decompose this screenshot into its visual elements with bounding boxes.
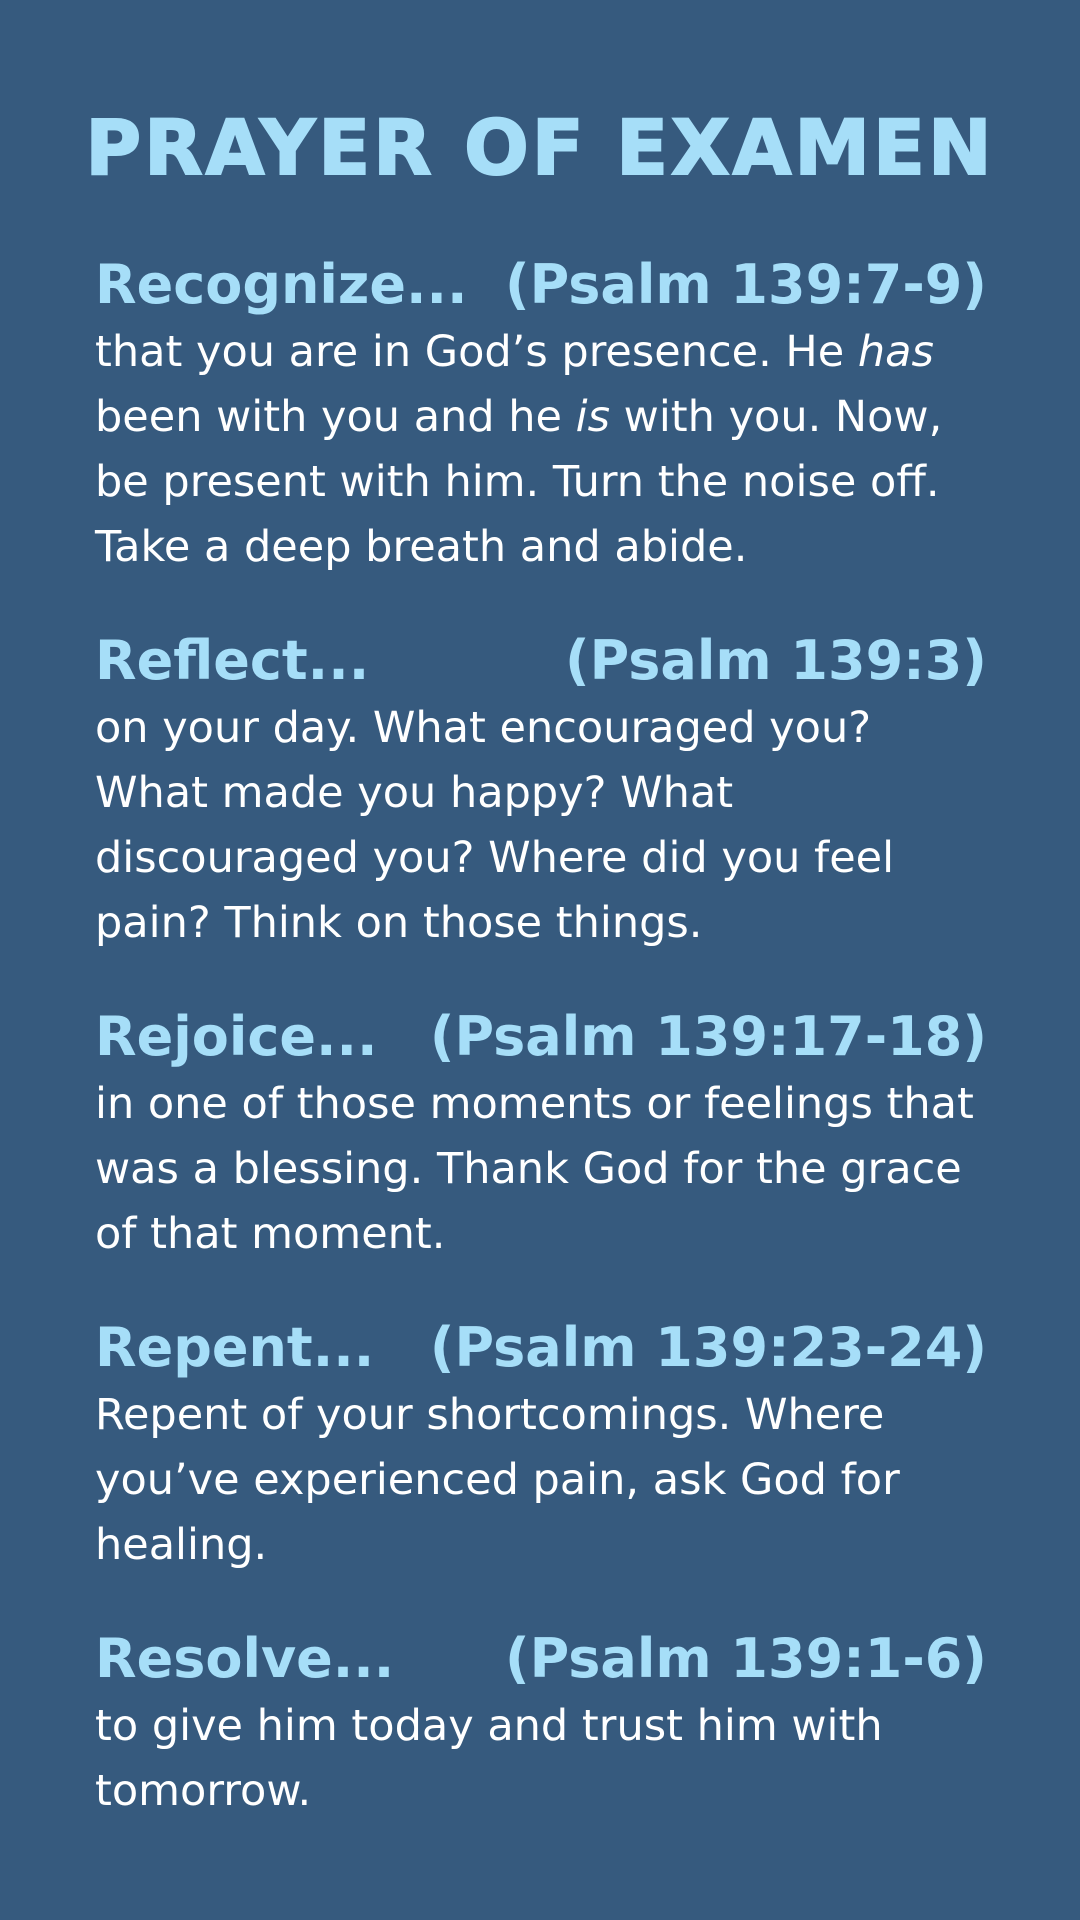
section-heading <box>95 1002 987 1072</box>
body-line: was a blessing. Thank God for the grace <box>95 1144 962 1194</box>
body-line: in one of those moments or feelings that <box>95 1079 974 1129</box>
section-heading-word: Resolve... <box>95 1627 395 1690</box>
emphasis-text: is <box>575 392 611 442</box>
body-line: you’ve experienced pain, ask God for <box>95 1455 900 1505</box>
section-repent <box>95 1313 987 1578</box>
section-heading <box>95 1624 987 1694</box>
body-line: that you are in God’s presence. He has <box>95 327 934 377</box>
page-title: PRAYER OF EXAMEN <box>85 103 995 192</box>
section-body <box>95 696 987 956</box>
section-heading-word: Recognize... <box>95 253 468 316</box>
body-line: be present with him. Turn the noise off. <box>95 457 940 507</box>
section-body <box>95 1694 987 1824</box>
body-line: to give him today and trust him with <box>95 1701 883 1751</box>
section-heading <box>95 1313 987 1383</box>
body-line: Repent of your shortcomings. Where <box>95 1390 885 1440</box>
section-reflect <box>95 626 987 956</box>
section-heading-word: Repent... <box>95 1316 375 1379</box>
scripture-reference: (Psalm 139:23-24) <box>429 1316 987 1379</box>
scripture-reference: (Psalm 139:17-18) <box>429 1005 987 1068</box>
body-line: on your day. What encouraged you? <box>95 703 872 753</box>
section-body <box>95 1072 987 1267</box>
body-line: healing. <box>95 1520 268 1570</box>
section-body <box>95 320 987 580</box>
body-line: discouraged you? Where did you feel <box>95 833 895 883</box>
section-heading <box>95 250 987 320</box>
scripture-reference: (Psalm 139:7-9) <box>504 253 987 316</box>
emphasis-text: has <box>857 327 934 377</box>
body-line: tomorrow. <box>95 1766 312 1816</box>
scripture-reference: (Psalm 139:3) <box>564 629 987 692</box>
section-resolve <box>95 1624 987 1824</box>
scripture-reference: (Psalm 139:1-6) <box>504 1627 987 1690</box>
body-line: been with you and he is with you. Now, <box>95 392 943 442</box>
section-rejoice <box>95 1002 987 1267</box>
body-line: of that moment. <box>95 1209 446 1259</box>
body-line: What made you happy? What <box>95 768 734 818</box>
section-heading-word: Rejoice... <box>95 1005 378 1068</box>
section-recognize <box>95 250 987 580</box>
section-heading-word: Reflect... <box>95 629 370 692</box>
section-heading <box>95 626 987 696</box>
body-line: pain? Think on those things. <box>95 898 703 948</box>
body-line: Take a deep breath and abide. <box>95 522 748 572</box>
section-body <box>95 1383 987 1578</box>
